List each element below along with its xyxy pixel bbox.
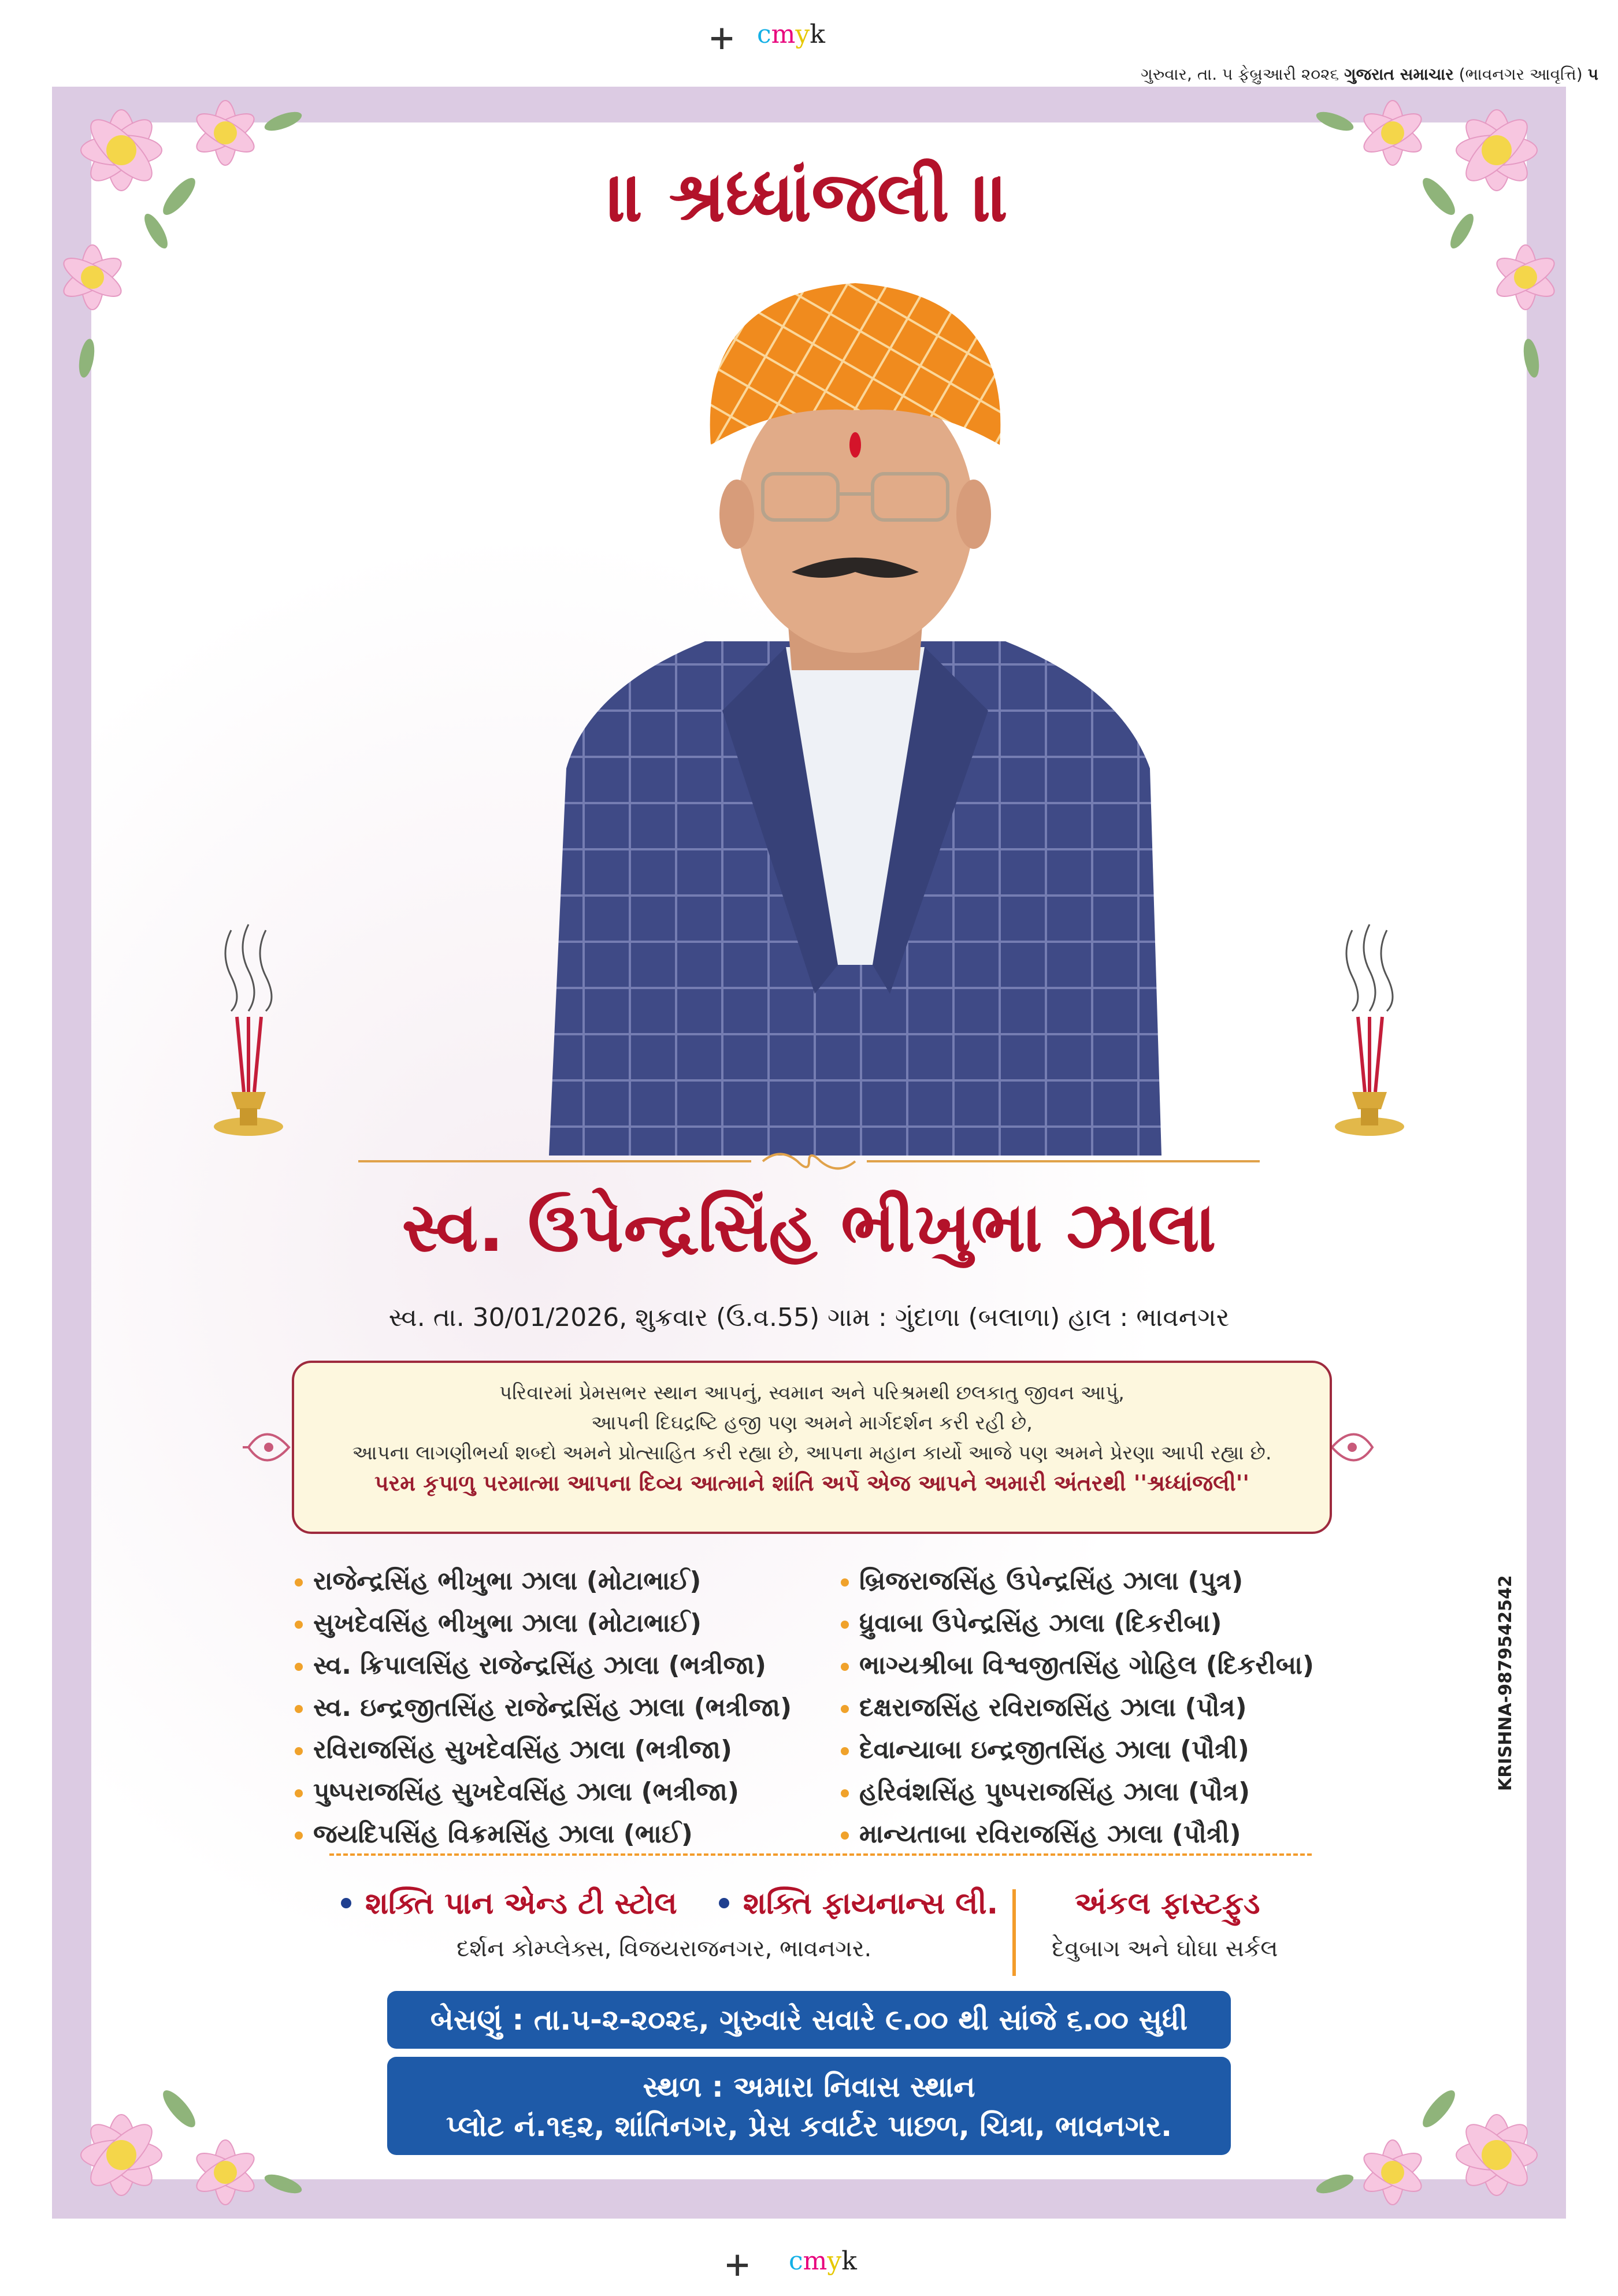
business-right-address: દેવુબાગ અને ઘોઘા સર્કલ — [1052, 1935, 1278, 1962]
flower-corner-icon — [52, 87, 352, 410]
portrait-image — [514, 272, 1196, 1156]
ornament-left-icon — [243, 1410, 295, 1485]
tribute-line: આપના લાગણીભર્યા શબ્દો અમને પ્રોત્સાહિત કરી રહ્યા છે, આપના મહાન કાર્યો આજે પણ અમને પ્રેરણા આપી રહ્યા છે. — [352, 1441, 1272, 1465]
cmyk-mark-bottom: cmyk — [789, 2246, 857, 2276]
list-item: બ્રિજરાજસિંહ ઉપેન્દ્રસિંહ ઝાલા (પુત્ર) — [841, 1560, 1314, 1602]
page-header — [1141, 65, 1598, 84]
divider-ornament — [358, 1144, 1260, 1179]
cmyk-mark-top: cmyk — [757, 20, 825, 49]
list-item: રાજેન્દ્રસિંહ ભીખુભા ઝાલા (મોટાભાઈ) — [295, 1560, 792, 1602]
list-item: સુખદેવસિંહ ભીખુભા ઝાલા (મોટાભાઈ) — [295, 1602, 792, 1644]
family-list-right — [841, 1560, 1314, 1855]
list-item: પુષ્પરાજસિંહ સુખદેવસિંહ ઝાલા (ભત્રીજા) — [295, 1771, 792, 1813]
business-name: શક્તિ પાન એન્ડ ટી સ્ટોલ — [365, 1886, 677, 1921]
business-name: શક્તિ ફાયનાન્સ લી. — [743, 1886, 999, 1921]
list-item: હરિવંશસિંહ પુષ્પરાજસિંહ ઝાલા (પૌત્ર) — [841, 1771, 1314, 1813]
dashed-divider — [329, 1853, 1312, 1856]
registration-mark-top: + — [710, 14, 734, 61]
page-title: ॥ શ્રધ્ધાંજલી ॥ — [608, 156, 1010, 237]
list-item: દેવાન્યાબા ઇન્દ્રજીતસિંહ ઝાલા (પૌત્રી) — [841, 1729, 1314, 1771]
incense-icon — [208, 919, 289, 1138]
besanu-band: બેસણું : તા.૫-૨-૨૦૨૬, ગુરુવારે સવારે ૯.૦૦ થી સાંજે ૬.૦૦ સુધી — [387, 1991, 1231, 2049]
bullet-icon — [719, 1898, 729, 1908]
tribute-box — [292, 1361, 1332, 1534]
list-item: રવિરાજસિંહ સુખદેવસિંહ ઝાલા (ભત્રીજા) — [295, 1729, 792, 1771]
registration-mark-bottom: + — [725, 2241, 750, 2288]
page-header-date: ગુરુવાર, તા. ૫ ફેબ્રુઆરી ૨૦૨૬ — [1141, 65, 1339, 84]
venue-band — [387, 2057, 1231, 2155]
page-header-edition: (ભાવનગર આવૃત્તિ) — [1459, 65, 1583, 84]
flower-corner-icon — [52, 1895, 352, 2219]
side-code: KRISHNA-9879542542 — [1495, 1575, 1516, 1791]
deceased-name: સ્વ. ઉપેન્દ્રસિંહ ભીખુભા ઝાલા — [402, 1187, 1216, 1267]
incense-icon — [1329, 919, 1410, 1138]
family-list-left — [295, 1560, 792, 1855]
business-left — [341, 1886, 998, 1922]
page-header-paper: ગુજરાત સમાચાર — [1344, 65, 1454, 84]
business-right-name: અંકલ ફાસ્ટફુડ — [1075, 1886, 1260, 1921]
list-item: જયદિપસિંહ વિક્રમસિંહ ઝાલા (ભાઈ) — [295, 1813, 792, 1855]
list-item: ભાગ્યશ્રીબા વિશ્વજીતસિંહ ગોહિલ (દિકરીબા) — [841, 1644, 1314, 1686]
page-header-page-number: ૫ — [1587, 65, 1598, 84]
bullet-icon — [341, 1898, 351, 1908]
deceased-details: સ્વ. તા. 30/01/2026, શુક્રવાર (ઉ.વ.55) ગામ : ગુંદાળા (બલાળા) હાલ : ભાવનગર — [388, 1303, 1230, 1332]
venue-line-2: પ્લોટ નં.૧૬૨, શાંતિનગર, પ્રેસ કવાર્ટર પાછળ, ચિત્રા, ભાવનગર. — [446, 2109, 1172, 2143]
flower-corner-icon — [1266, 87, 1566, 410]
venue-line-1: સ્થળ : અમારા નિવાસ સ્થાન — [643, 2070, 975, 2104]
list-item: ધ્રુવાબા ઉપેન્દ્રસિંહ ઝાલા (દિકરીબા) — [841, 1602, 1314, 1644]
list-item: માન્યતાબા રવિરાજસિંહ ઝાલા (પૌત્રી) — [841, 1813, 1314, 1855]
list-item: દક્ષરાજસિંહ રવિરાજસિંહ ઝાલા (પૌત્ર) — [841, 1686, 1314, 1729]
business-left-address: દર્શન કોમ્પ્લેક્સ, વિજયરાજનગર, ભાવનગર. — [457, 1935, 872, 1962]
tribute-line: પરિવારમાં પ્રેમસભર સ્થાન આપનું, સ્વમાન અને પરિશ્રમથી છલકાતુ જીવન આપું, — [499, 1381, 1125, 1405]
tribute-closing: પરમ કૃપાળુ પરમાત્મા આપના દિવ્ય આત્માને શાંતિ અર્પે એજ આપને અમારી અંતરથી ''શ્રધ્ધાંજલી'' — [374, 1470, 1249, 1496]
vertical-separator — [1012, 1889, 1016, 1976]
tribute-line: આપની દિઘદ્રષ્ટિ હજી પણ અમને માર્ગદર્શન કરી રહી છે, — [591, 1411, 1033, 1435]
flower-corner-icon — [1266, 1895, 1566, 2219]
ornament-right-icon — [1326, 1410, 1378, 1485]
list-item: સ્વ. ક્રિપાલસિંહ રાજેન્દ્રસિંહ ઝાલા (ભત્રીજા) — [295, 1644, 792, 1686]
list-item: સ્વ. ઇન્દ્રજીતસિંહ રાજેન્દ્રસિંહ ઝાલા (ભત્રીજા) — [295, 1686, 792, 1729]
